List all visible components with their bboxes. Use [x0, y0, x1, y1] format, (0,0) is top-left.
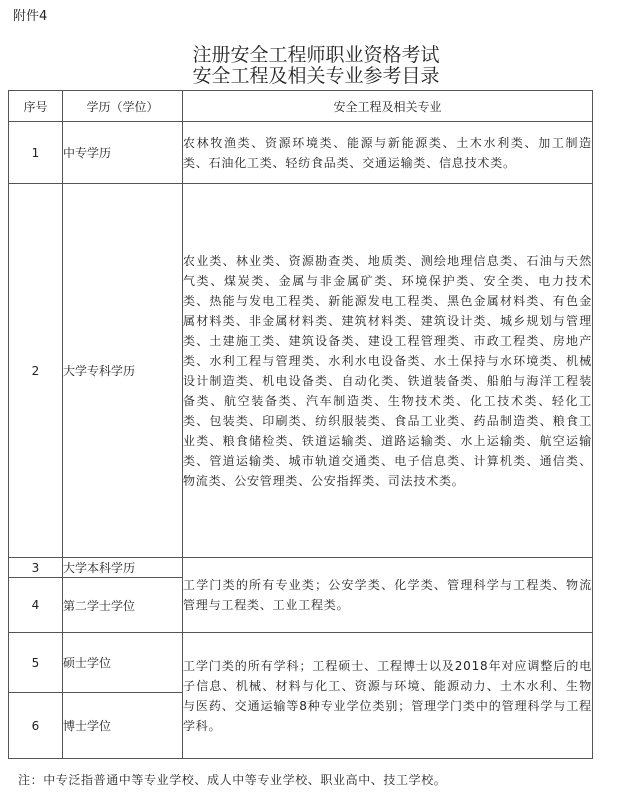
header-no: 序号 [9, 91, 63, 122]
row-majors [183, 184, 593, 558]
row-degree: 第二学士学位 [63, 578, 183, 633]
header-majors: 安全工程及相关专业 [183, 91, 593, 122]
row-majors [183, 122, 593, 184]
majors-text: 工学门类的所有学科；工程硕士、工程博士以及2018年对应调整后的电子信息、机械、材料与化工、资源与环境、能源动力、土木水利、生物与医药、交通运输等8种专业学位类别；管理学门类中的管理科学与工程学科。 [183, 658, 592, 733]
header-degree: 学历（学位） [63, 91, 183, 122]
row-no: 1 [9, 122, 63, 184]
row-degree: 中专学历 [63, 122, 183, 184]
row-degree: 硕士学位 [63, 633, 183, 693]
attachment-label: 附件4 [13, 9, 48, 24]
row-degree: 博士学位 [63, 693, 183, 759]
majors-text: 农林牧渔类、资源环境类、能源与新能源类、土木水利类、加工制造类、石油化工类、轻纺食品类、交通运输类、信息技术类。 [183, 135, 592, 170]
row-no: 5 [9, 633, 63, 693]
row-majors [183, 633, 593, 759]
table-row [9, 633, 593, 693]
table-header-row [9, 91, 593, 122]
row-no: 4 [9, 578, 63, 633]
row-majors [183, 558, 593, 633]
footnote: 注：中专泛指普通中等专业学校、成人中等专业学校、职业高中、技工学校。 [18, 773, 447, 787]
row-degree: 大学专科学历 [63, 184, 183, 558]
table-row [9, 558, 593, 578]
page-title-line1: 注册安全工程师职业资格考试 [192, 44, 440, 66]
row-no: 3 [9, 558, 63, 578]
row-no: 6 [9, 693, 63, 759]
table-row [9, 184, 593, 558]
majors-table [8, 90, 593, 759]
page-title-line2: 安全工程及相关专业参考目录 [192, 65, 440, 87]
row-no: 2 [9, 184, 63, 558]
table-row [9, 122, 593, 184]
majors-text: 工学门类的所有专业类；公安学类、化学类、管理科学与工程类、物流管理与工程类、工业工程类。 [183, 578, 592, 612]
row-degree: 大学本科学历 [63, 558, 183, 578]
majors-text: 农业类、林业类、资源勘查类、地质类、测绘地理信息类、石油与天然气类、煤炭类、金属与非金属矿类、环境保护类、安全类、电力技术类、热能与发电工程类、新能源发电工程类、黑色金属材料类、有色金属材料类、非金属材料类、建筑材料类、建筑设计类、城乡规划与管理类、土建施工类、建筑设备类、建设工程管理类、市政工程类、房地产类、水利工程与管理类、水利水电设备类、水土保持与水环境类、机械设计制造类、机电设备类、自动化类、铁道装备类、船舶与海洋工程装备类、航空装备类、汽车制造类、生物技术类、化工技术类、轻化工类、包装类、印刷类、纺织服装类、食品工业类、药品制造类、粮食工业类、粮食储检类、铁道运输类、道路运输类、水上运输类、航空运输类、管道运输类、城市轨道交通类、电子信息类、计算机类、通信类、物流类、公安管理类、公安指挥类、司法技术类。 [183, 253, 592, 488]
